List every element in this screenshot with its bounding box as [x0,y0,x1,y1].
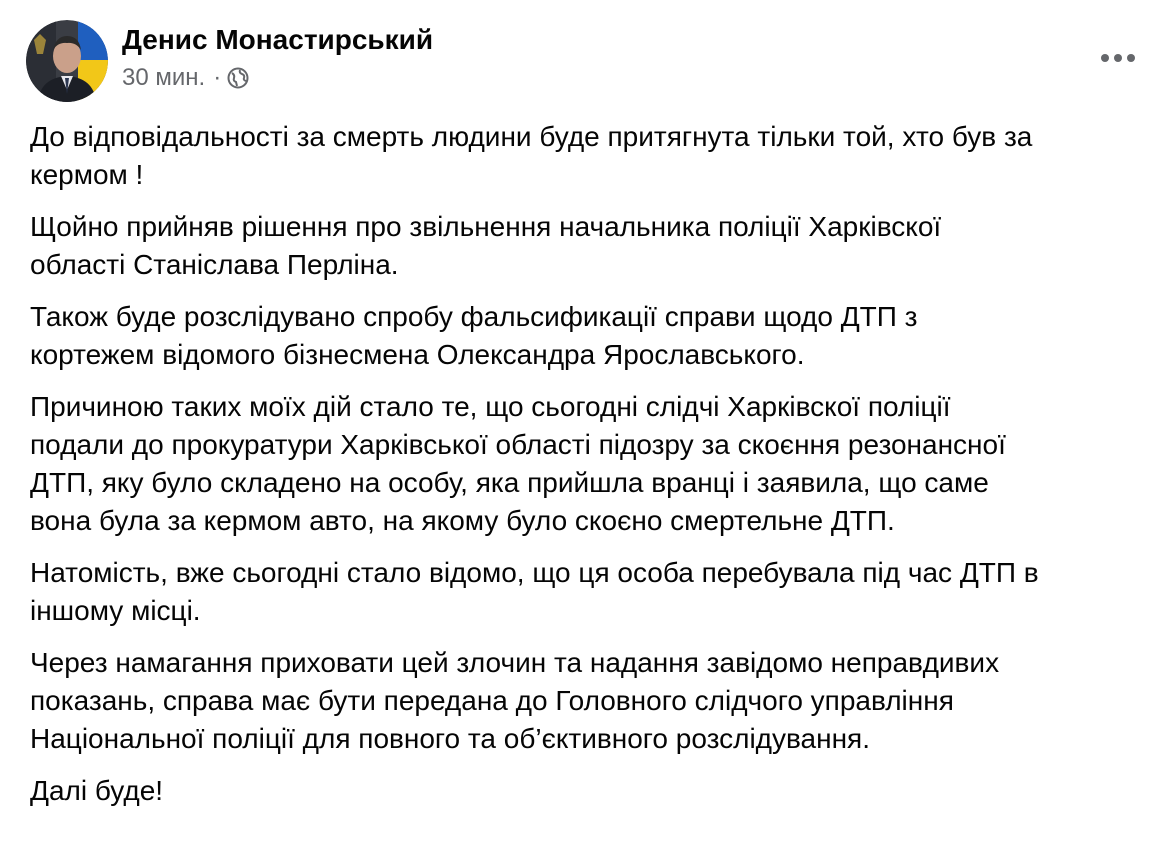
post-paragraph: Також буде розслідувано спробу фальсификації справи щодо ДТП з кортежем відомого бізнесмена Олександра Ярославського. [30,301,918,370]
avatar-image [26,20,108,102]
more-options-icon [1100,53,1136,63]
author-name[interactable]: Денис Монастирський [122,24,434,55]
post-paragraph: Причиною таких моїх дій стало те, що сьогодні слідчі Харківскої поліції подали до прокуратури Харківської області підозру за скоєння резонансної ДТП, яку було складено на особу, яка прийшла вранці і заявила, що саме вона була за кермом авто, на якому було скоєно смертельне ДТП. [30,391,1006,536]
post-paragraph: Через намагання приховати цей злочин та надання завідомо неправдивих показань, справа має бути передана до Головного слідчого управління Національної поліції для повного та об’єктивного розслідування. [30,647,1000,754]
post-meta-line [122,64,433,92]
meta-separator: · [213,64,222,91]
post-paragraph: Щойно прийняв рішення про звільнення начальника поліції Харківскої області Станіслава Перліна. [30,211,942,280]
globe-icon[interactable] [227,67,249,89]
author-avatar[interactable] [26,20,108,102]
more-options-button[interactable] [1096,44,1140,72]
post-paragraph: Далі буде! [30,775,164,806]
post-paragraph: До відповідальності за смерть людини буде притягнута тільки той, хто був за кермом ! [30,121,1033,190]
post-timestamp[interactable]: 30 мин. [122,64,206,91]
post-body [30,118,1150,824]
post-meta [122,22,433,92]
post-header [26,20,433,102]
post-paragraph: Натомість, вже сьогодні стало відомо, що ця особа перебувала під час ДТП в іншому місці. [30,557,1039,626]
